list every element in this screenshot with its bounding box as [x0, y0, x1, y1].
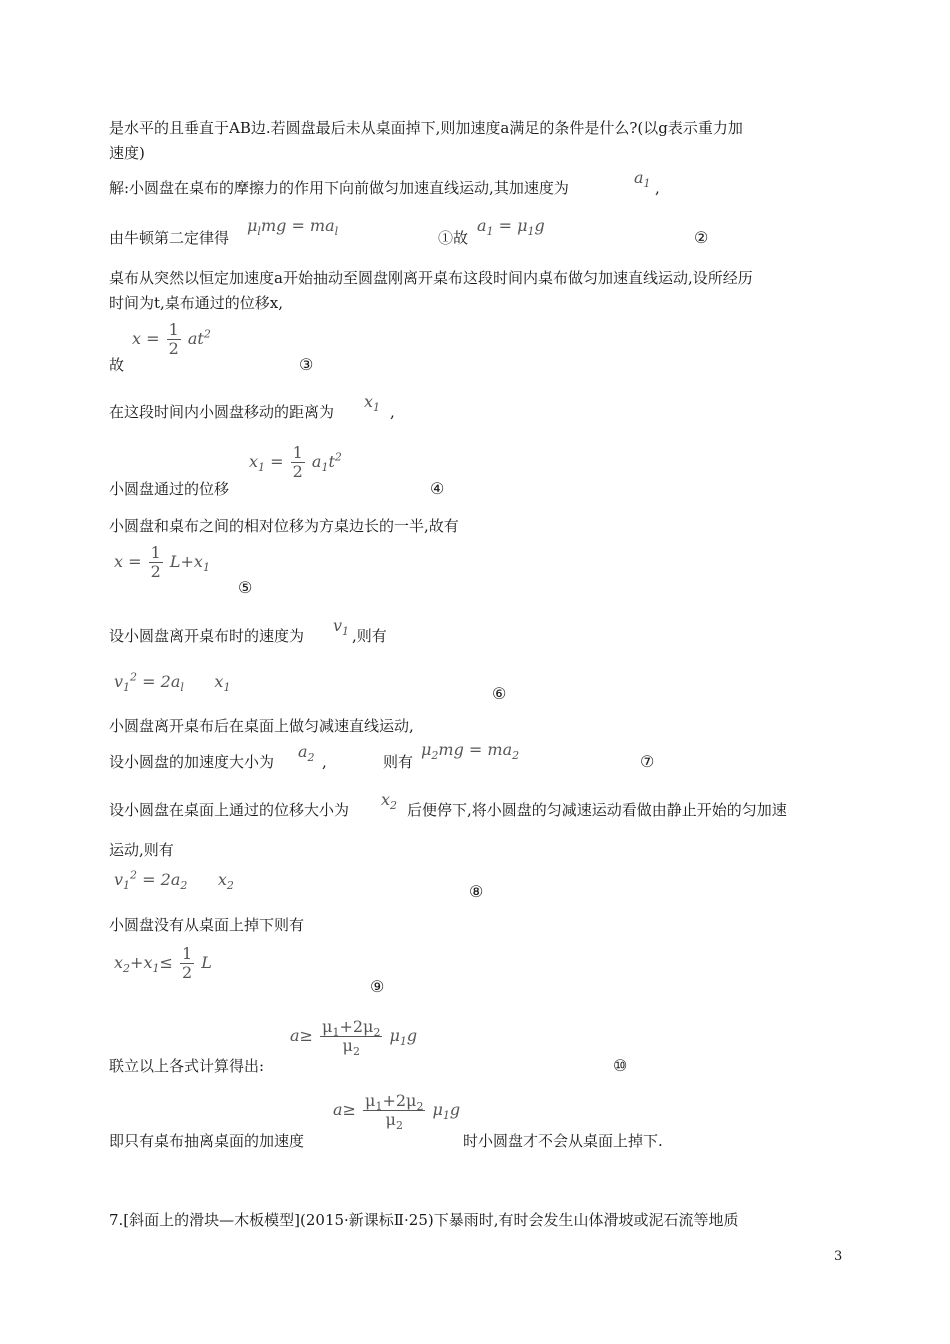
text-line: 是水平的且垂直于AB边.若圆盘最后未从桌面掉下,则加速度a满足的条件是什么?(以g表示重力加: [109, 119, 743, 137]
text-line: 小圆盘和桌布之间的相对位移为方桌边长的一半,故有: [109, 517, 459, 535]
formula-v1-sq: $v_1^2 = 2a_l$ $x_1$: [114, 670, 231, 695]
equation-marker: ⑥: [492, 684, 507, 703]
formula-x1-eq: $x_1$ = $\frac{1}{2}$ $a_1t^2$: [249, 443, 342, 481]
formula-v1: $v_1$: [333, 616, 350, 639]
formula-x1: $x_1$: [364, 392, 381, 415]
text-line: ,: [655, 179, 660, 197]
formula-a1: $a_1$: [634, 168, 651, 191]
text-line: ①故: [438, 229, 469, 247]
text-line: 即只有桌布抽离桌面的加速度: [109, 1132, 305, 1150]
text-line: 小圆盘离开桌布后在桌面上做匀减速直线运动,: [109, 717, 414, 735]
text-line: 设小圆盘在桌面上通过的位移大小为: [109, 801, 350, 819]
equation-marker: ②: [694, 228, 709, 247]
formula-friction-2: $\mu_2mg = ma_2$: [421, 740, 520, 763]
formula-a2: $a_2$: [298, 742, 315, 765]
text-line: 设小圆盘离开桌布时的速度为: [109, 627, 305, 645]
equation-marker: ③: [299, 355, 314, 374]
equation-marker: ⑧: [469, 882, 484, 901]
equation-marker: ⑦: [640, 752, 655, 771]
text-line: 在这段时间内小圆盘移动的距离为: [109, 403, 335, 421]
text-line: 桌布从突然以恒定加速度a开始抽动至圆盘刚离开桌布这段时间内桌布做匀加速直线运动,设所经历: [109, 269, 753, 287]
formula-a1-eq: $a_1 = \mu_1g$: [477, 216, 545, 239]
equation-marker: ⑩: [613, 1056, 628, 1075]
text-line: 后便停下,将小圆盘的匀减速运动看做由静止开始的匀加速: [407, 801, 787, 819]
text-line: 小圆盘没有从桌面上掉下则有: [109, 916, 305, 934]
text-line: 由牛顿第二定律得: [109, 229, 230, 247]
text-line: ,: [322, 753, 327, 771]
formula-condition: $x_2+x_1\le$ $\frac{1}{2}$ L: [114, 944, 212, 982]
text-line: ,则有: [352, 627, 387, 645]
text-line: 运动,则有: [109, 841, 174, 859]
formula-v1-sq-2: $v_1^2 = 2a_2$ $x_2$: [114, 868, 234, 893]
question-7: 7.[斜面上的滑块—木板模型](2015·新课标Ⅱ·25)下暴雨时,有时会发生山体滑坡或泥石流等地质: [109, 1211, 739, 1229]
equation-marker: ⑤: [238, 578, 253, 597]
formula-friction: $\mu_lmg = ma_l$: [247, 216, 339, 239]
text-line: 速度): [109, 144, 145, 162]
formula-x2: $x_2$: [381, 790, 398, 813]
formula-x: x = $\frac{1}{2}$ $at^2$: [132, 320, 211, 358]
page-number: 3: [834, 1249, 843, 1264]
formula-relative: x = $\frac{1}{2}$ $L+x_1$: [114, 543, 210, 581]
text-line: 故: [109, 356, 125, 374]
text-line: 解:小圆盘在桌布的摩擦力的作用下向前做匀加速直线运动,其加速度为: [109, 179, 569, 197]
formula-result-2: a≥ $\frac{\mu_1+2\mu_2}{\mu_2}$ $\mu_1g$: [333, 1091, 461, 1133]
text-line: 则有: [383, 753, 414, 771]
text-line: 联立以上各式计算得出:: [109, 1057, 265, 1075]
equation-marker: ④: [430, 479, 445, 498]
text-line: 时小圆盘才不会从桌面上掉下.: [463, 1132, 663, 1150]
text-line: ,: [390, 403, 395, 421]
formula-result: a≥ $\frac{\mu_1+2\mu_2}{\mu_2}$ $\mu_1g$: [290, 1017, 418, 1059]
text-line: 小圆盘通过的位移: [109, 480, 230, 498]
equation-marker: ⑨: [370, 977, 385, 996]
text-line: 时间为t,桌布通过的位移x,: [109, 294, 284, 312]
text-line: 设小圆盘的加速度大小为: [109, 753, 275, 771]
